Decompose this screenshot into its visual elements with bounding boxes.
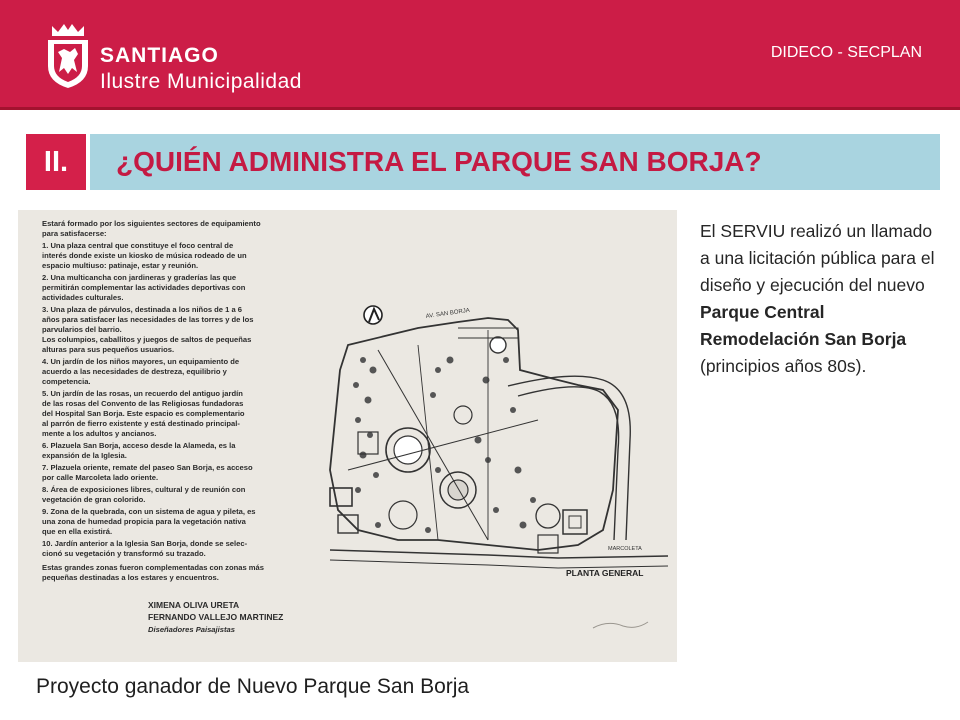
plan-item-line: expansión de la Iglesia. xyxy=(42,451,127,460)
plan-author: XIMENA OLIVA URETA xyxy=(148,600,240,610)
plan-item-line: vegetación de gran colorido. xyxy=(42,495,146,504)
plan-item-line: competencia. xyxy=(42,377,91,386)
plan-item-line: del Hospital San Borja. Este espacio es complementario xyxy=(42,409,245,418)
plan-item-line: al parrón de fierro existente y está destinado principal- xyxy=(42,419,240,428)
plan-item-line: actividades culturales. xyxy=(42,293,124,302)
plan-closing-line: Estas grandes zonas fueron complementadas con zonas más xyxy=(42,563,264,572)
plan-item-line: espacio multiuso: patinaje, estar y reunión. xyxy=(42,261,199,270)
page-title: ¿QUIÉN ADMINISTRA EL PARQUE SAN BORJA? xyxy=(116,146,762,177)
plan-item-line: Los columpios, caballitos y juegos de saltos de pequeñas xyxy=(42,335,252,344)
north-arrow-icon xyxy=(364,306,382,324)
street-label-top: AV. SAN BORJA xyxy=(425,307,471,320)
plan-item-line: 10. Jardín anterior a la Iglesia San Borja, donde se selec- xyxy=(42,539,248,548)
plan-author: FERNANDO VALLEJO MARTINEZ xyxy=(148,612,284,622)
plan-item-line: 5. Un jardín de las rosas, un recuerdo del antiguo jardín xyxy=(42,389,243,398)
header-bar xyxy=(0,0,960,110)
plan-heading-line: para satisfacerse: xyxy=(42,229,107,238)
street-label: MARCOLETA xyxy=(608,546,642,552)
plan-item-line: 6. Plazuela San Borja, acceso desde la Alameda, es la xyxy=(42,441,236,450)
section-number: II. xyxy=(26,134,86,190)
plan-item-line: interés donde existe un kiosko de música rodeado de un xyxy=(42,251,247,260)
description-text xyxy=(700,218,940,380)
description-intro: El SERVIU realizó un llamado a una licitación pública para el diseño y ejecución del nuevo xyxy=(700,221,935,295)
plan-item-line: 4. Un jardín de los niños mayores, un equipamiento de xyxy=(42,357,240,366)
plan-item-line: una zona de humedad propicia para la vegetación nativa xyxy=(42,517,246,526)
plan-item-line: 8. Área de exposiciones libres, cultural y de reunión con xyxy=(42,485,246,494)
plan-item-line: que en ella existirá. xyxy=(42,527,113,536)
image-caption: Proyecto ganador de Nuevo Parque San Borja xyxy=(36,675,470,698)
plan-item-line: mente a los adultos y ancianos. xyxy=(42,429,157,438)
plan-authors-role: Diseñadores Paisajistas xyxy=(148,625,235,634)
plan-item-line: 3. Una plaza de párvulos, destinada a los niños de 1 a 6 xyxy=(42,305,243,314)
park-name: Parque Central Remodelación San Borja xyxy=(700,302,907,349)
plan-item-line: 1. Una plaza central que constituye el foco central de xyxy=(42,241,234,250)
plan-item-line: por calle Marcoleta lado oriente. xyxy=(42,473,159,482)
description-outro: (principios años 80s). xyxy=(700,356,867,376)
plan-item-line: 2. Una multicancha con jardineras y graderías las que xyxy=(42,273,237,282)
plan-item-line: permitirán complementar las actividades deportivas con xyxy=(42,283,246,292)
plan-item-line: cionó su vegetación y transformó su trazado. xyxy=(42,549,206,558)
plan-item-line: años para satisfacer las necesidades de las torres y de los xyxy=(42,315,254,324)
brand-name: SANTIAGO xyxy=(100,44,219,67)
plan-item-line: de las rosas del Convento de las Religiosas fundadoras xyxy=(42,399,244,408)
brand-subtitle: Ilustre Municipalidad xyxy=(100,70,302,93)
plan-item-line: acuerdo a las necesidades de destreza, equilibrio y xyxy=(42,367,227,376)
plan-item-line: 9. Zona de la quebrada, con un sistema de agua y pileta, es xyxy=(42,507,256,516)
plan-heading-line: Estará formado por los siguientes sectores de equipamiento xyxy=(42,219,261,228)
santiago-lion-shield-icon xyxy=(44,22,92,90)
plan-closing-line: pequeñas destinadas a los estares y encuentros. xyxy=(42,573,219,582)
title-bar xyxy=(90,134,940,190)
plan-item-line: alturas para sus pequeños usuarios. xyxy=(42,345,175,354)
plan-label: PLANTA GENERAL xyxy=(566,568,644,578)
plan-item-line: 7. Plazuela oriente, remate del paseo San Borja, es acceso xyxy=(42,463,253,472)
plan-item-line: parvularios del barrio. xyxy=(42,325,122,334)
park-plan-drawing xyxy=(18,210,677,662)
department-label: DIDECO - SECPLAN xyxy=(770,44,922,61)
park-plan-image xyxy=(18,210,677,662)
